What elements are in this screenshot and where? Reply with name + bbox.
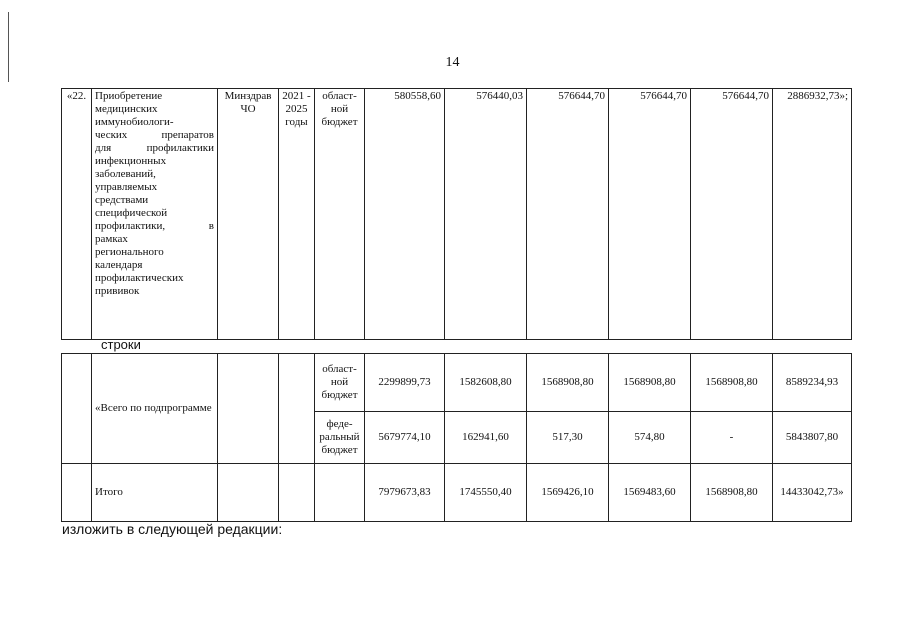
margin-line (8, 12, 9, 82)
item-name-line: инфекционных (95, 155, 167, 167)
value-cell: 1568908,80 (609, 354, 691, 412)
value-cell: 2299899,73 (365, 354, 445, 412)
table-row (62, 464, 852, 522)
item-name-line: рамках (95, 233, 128, 245)
total-cell: 5843807,80 (773, 412, 852, 464)
table-row (62, 354, 852, 412)
funding-source-cell: област-ной бюджет (315, 89, 365, 340)
item-name-cell (92, 89, 218, 340)
item-name-line: профилактики, в (95, 220, 214, 232)
value-cell: 7979673,83 (365, 464, 445, 522)
empty-cell (62, 354, 92, 464)
item-name-line: регионального (95, 246, 164, 258)
total-label: Итого (92, 464, 218, 522)
funding-source-cell: област-ной бюджет (315, 354, 365, 412)
item-name-line: для профилактики (95, 142, 214, 154)
value-cell: - (691, 412, 773, 464)
value-cell: 576440,03 (445, 89, 527, 340)
empty-cell (279, 354, 315, 464)
item-name-line: иммунобиологи- (95, 116, 174, 128)
value-cell: 576644,70 (527, 89, 609, 340)
table-item-22 (61, 88, 852, 340)
item-name-line: прививок (95, 285, 140, 297)
empty-cell (62, 464, 92, 522)
empty-cell (218, 354, 279, 464)
item-name-line: ческих препаратов (95, 129, 214, 141)
value-cell: 1582608,80 (445, 354, 527, 412)
value-cell: 1568908,80 (691, 464, 773, 522)
total-cell: 8589234,93 (773, 354, 852, 412)
value-cell: 1568908,80 (527, 354, 609, 412)
table-subprogram-totals (61, 353, 852, 522)
item-name-line: медицинских (95, 103, 158, 115)
value-cell: 517,30 (527, 412, 609, 464)
value-cell: 1568908,80 (691, 354, 773, 412)
item-name-line: Приобретение (95, 90, 163, 102)
item-name-line: управляемых (95, 181, 158, 193)
item-name-line: специфической (95, 207, 168, 219)
value-cell: 576644,70 (691, 89, 773, 340)
empty-cell (315, 464, 365, 522)
item-name-text (95, 90, 214, 298)
total-cell: 2886932,73»; (773, 89, 852, 340)
value-cell: 1569426,10 (527, 464, 609, 522)
item-name-line: заболеваний, (95, 168, 156, 180)
row-number: «22. (62, 89, 92, 340)
empty-cell (279, 464, 315, 522)
value-cell: 5679774,10 (365, 412, 445, 464)
total-cell: 14433042,73» (773, 464, 852, 522)
subtotal-label: «Всего по подпрограмме (92, 354, 218, 464)
value-cell: 574,80 (609, 412, 691, 464)
page-number: 14 (445, 55, 460, 70)
item-name-line: средствами (95, 194, 149, 206)
period-cell: 2021 - 2025 годы (279, 89, 315, 340)
value-cell: 1745550,40 (445, 464, 527, 522)
item-name-line: календаря (95, 259, 143, 271)
empty-cell (218, 464, 279, 522)
item-name-line: профилактических (95, 272, 184, 284)
value-cell: 162941,60 (445, 412, 527, 464)
value-cell: 576644,70 (609, 89, 691, 340)
funding-source-cell: феде-ральный бюджет (315, 412, 365, 464)
footer-instruction: изложить в следующей редакции: (62, 521, 283, 537)
caption-stroki: строки (101, 337, 141, 352)
value-cell: 1569483,60 (609, 464, 691, 522)
value-cell: 580558,60 (365, 89, 445, 340)
executor-cell: Минздрав ЧО (218, 89, 279, 340)
table-row (62, 89, 852, 340)
